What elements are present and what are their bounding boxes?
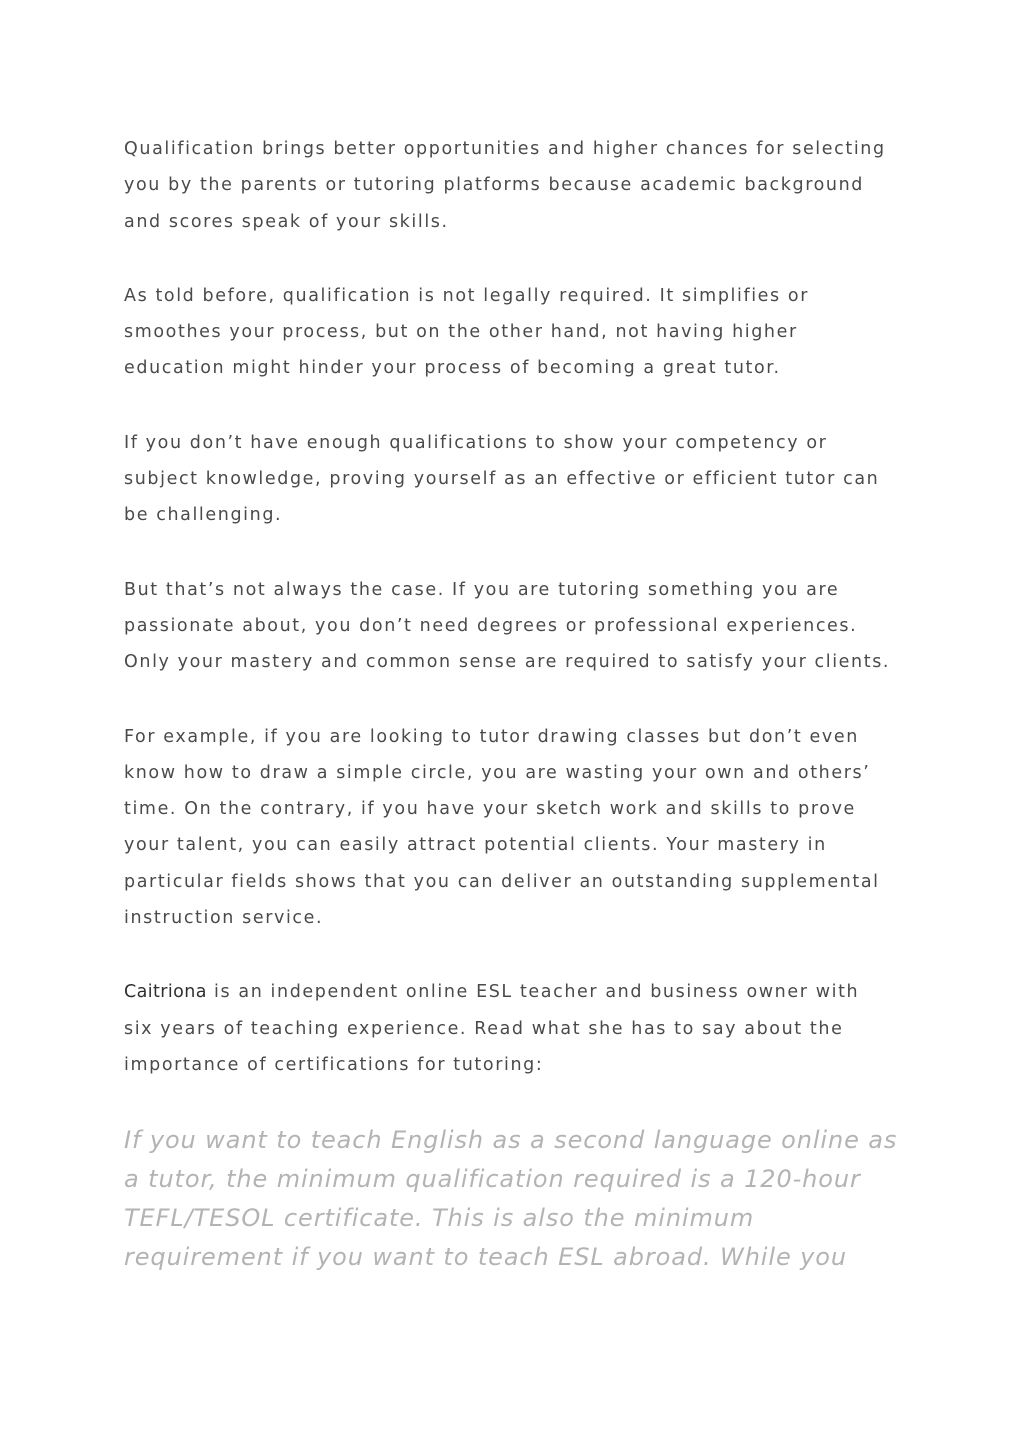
- text-line: you by the parents or tutoring platforms because academic background: [124, 175, 865, 196]
- text-line: passionate about, you don’t need degrees or professional experiences.: [124, 615, 858, 636]
- text-line: Only your mastery and common sense are required to satisfy your clients.: [124, 652, 891, 673]
- paragraph-drawing-example: [124, 719, 904, 937]
- text-line: education might hinder your process of becoming a great tutor.: [124, 358, 781, 379]
- text-line: If you don’t have enough qualifications to show your competency or: [124, 432, 828, 453]
- text-line: and scores speak of your skills.: [124, 211, 449, 232]
- text-line: particular fields shows that you can deliver an outstanding supplemental: [124, 871, 880, 892]
- text-line: For example, if you are looking to tutor drawing classes but don’t even: [124, 726, 859, 747]
- quote-line: If you want to teach English as a second language online as: [124, 1126, 898, 1155]
- quote-line: TEFL/TESOL certificate. This is also the minimum: [124, 1203, 755, 1232]
- paragraph-competency: [124, 425, 904, 534]
- person-name: Caitriona: [124, 982, 207, 1003]
- paragraph-qualification-opportunities: [124, 131, 904, 240]
- text-line: Qualification brings better opportunities and higher chances for selecting: [124, 139, 886, 159]
- quote-line: a tutor, the minimum qualification required is a 120-hour: [124, 1165, 861, 1194]
- text-line: smoothes your process, but on the other hand, not having higher: [124, 322, 798, 343]
- text-line: As told before, qualification is not legally required. It simplifies or: [124, 285, 810, 306]
- text-line: [124, 974, 904, 1010]
- paragraph-not-legally-required: [124, 278, 904, 387]
- text-line: subject knowledge, proving yourself as an effective or efficient tutor can: [124, 469, 880, 490]
- text-line: know how to draw a simple circle, you are wasting your own and others’: [124, 762, 871, 783]
- paragraph-not-always-the-case: [124, 572, 904, 681]
- quote-line: requirement if you want to teach ESL abroad. While you: [124, 1242, 847, 1271]
- article-body: [124, 131, 904, 1276]
- intro-text: is an independent online ESL teacher and business owner with: [206, 982, 860, 1003]
- text-line: instruction service.: [124, 908, 324, 929]
- text-line: be challenging.: [124, 505, 283, 526]
- text-line: But that’s not always the case. If you are tutoring something you are: [124, 579, 840, 600]
- text-line: your talent, you can easily attract potential clients. Your mastery in: [124, 835, 827, 856]
- text-line: importance of certifications for tutoring:: [124, 1054, 544, 1075]
- pull-quote: [124, 1121, 904, 1276]
- paragraph-caitriona-intro: [124, 974, 904, 1083]
- text-line: time. On the contrary, if you have your sketch work and skills to prove: [124, 799, 856, 820]
- text-line: six years of teaching experience. Read what she has to say about the: [124, 1018, 844, 1039]
